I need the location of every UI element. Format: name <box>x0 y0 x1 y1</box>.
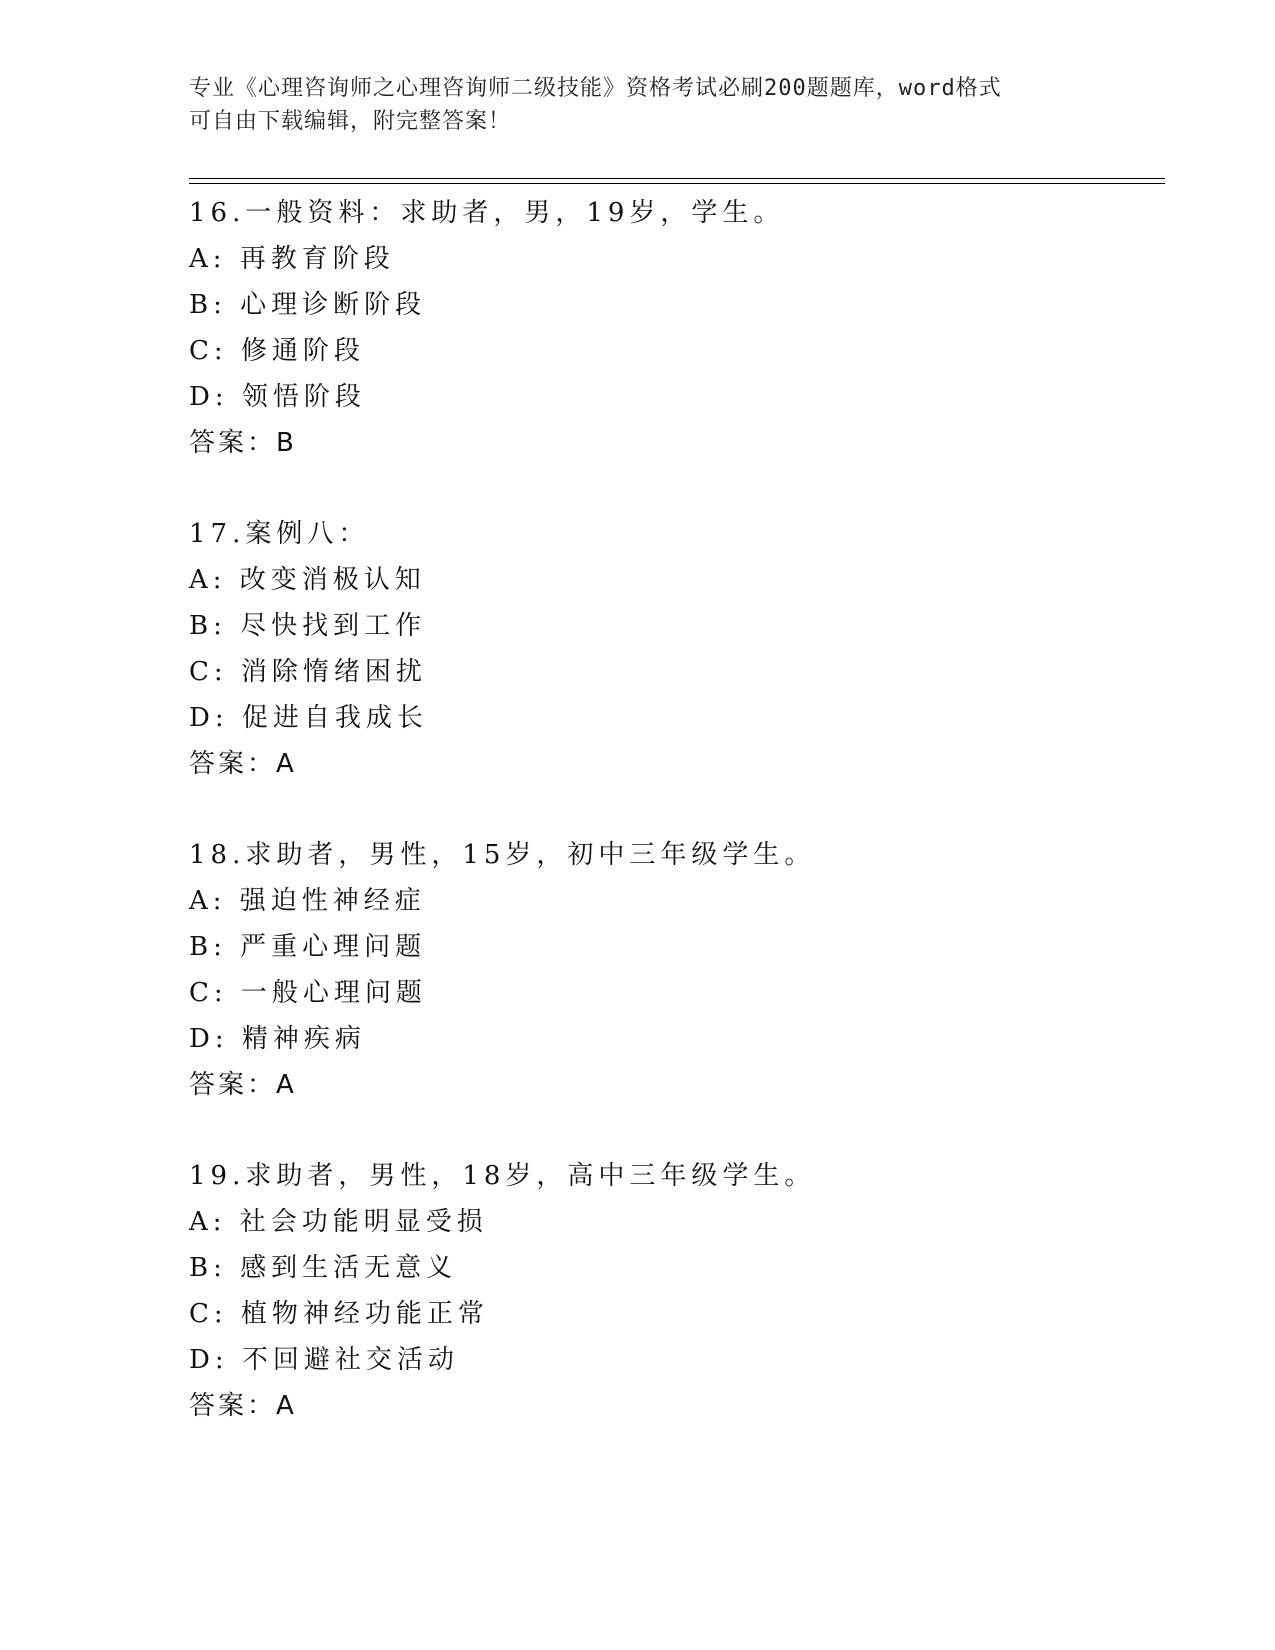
divider-top <box>189 178 1165 179</box>
option-a: A: 社会功能明显受损 <box>189 1207 488 1237</box>
option-c: C: 一般心理问题 <box>189 978 427 1008</box>
question-17 <box>189 511 1165 787</box>
option-b: B: 感到生活无意义 <box>189 1253 458 1283</box>
question-16 <box>189 190 1165 466</box>
answer: 答案：A <box>189 749 297 779</box>
option-a: A: 改变消极认知 <box>189 565 426 595</box>
option-c: C: 消除惰绪困扰 <box>189 657 427 687</box>
option-d: D: 促进自我成长 <box>189 703 428 733</box>
option-a: A: 强迫性神经症 <box>189 886 426 916</box>
option-d: D: 精神疾病 <box>189 1024 366 1054</box>
answer: 答案：A <box>189 1391 297 1421</box>
option-d: D: 不回避社交活动 <box>189 1345 459 1375</box>
question-18 <box>189 832 1165 1108</box>
option-c: C: 修通阶段 <box>189 336 365 366</box>
header-line-1: 专业《心理咨询师之心理咨询师二级技能》资格考试必刷200题题库，word格式 <box>189 76 1002 101</box>
option-b: B: 尽快找到工作 <box>189 611 427 641</box>
question-stem: 18.求助者，男性，15岁，初中三年级学生。 <box>189 840 816 870</box>
answer: 答案：A <box>189 1070 297 1100</box>
question-stem: 19.求助者，男性，18岁，高中三年级学生。 <box>189 1161 816 1191</box>
divider-bottom <box>189 183 1165 184</box>
option-b: B: 严重心理问题 <box>189 932 427 962</box>
option-c: C: 植物神经功能正常 <box>189 1299 489 1329</box>
answer: 答案：B <box>189 428 297 458</box>
question-19 <box>189 1153 1165 1429</box>
question-list <box>189 190 1165 1474</box>
document-header <box>189 72 1089 138</box>
option-b: B: 心理诊断阶段 <box>189 290 427 320</box>
option-d: D: 领悟阶段 <box>189 382 366 412</box>
header-line-2: 可自由下载编辑，附完整答案！ <box>189 109 512 134</box>
question-stem: 17.案例八： <box>189 519 370 549</box>
option-a: A: 再教育阶段 <box>189 244 395 274</box>
question-stem: 16.一般资料：求助者，男，19岁，学生。 <box>189 198 785 228</box>
